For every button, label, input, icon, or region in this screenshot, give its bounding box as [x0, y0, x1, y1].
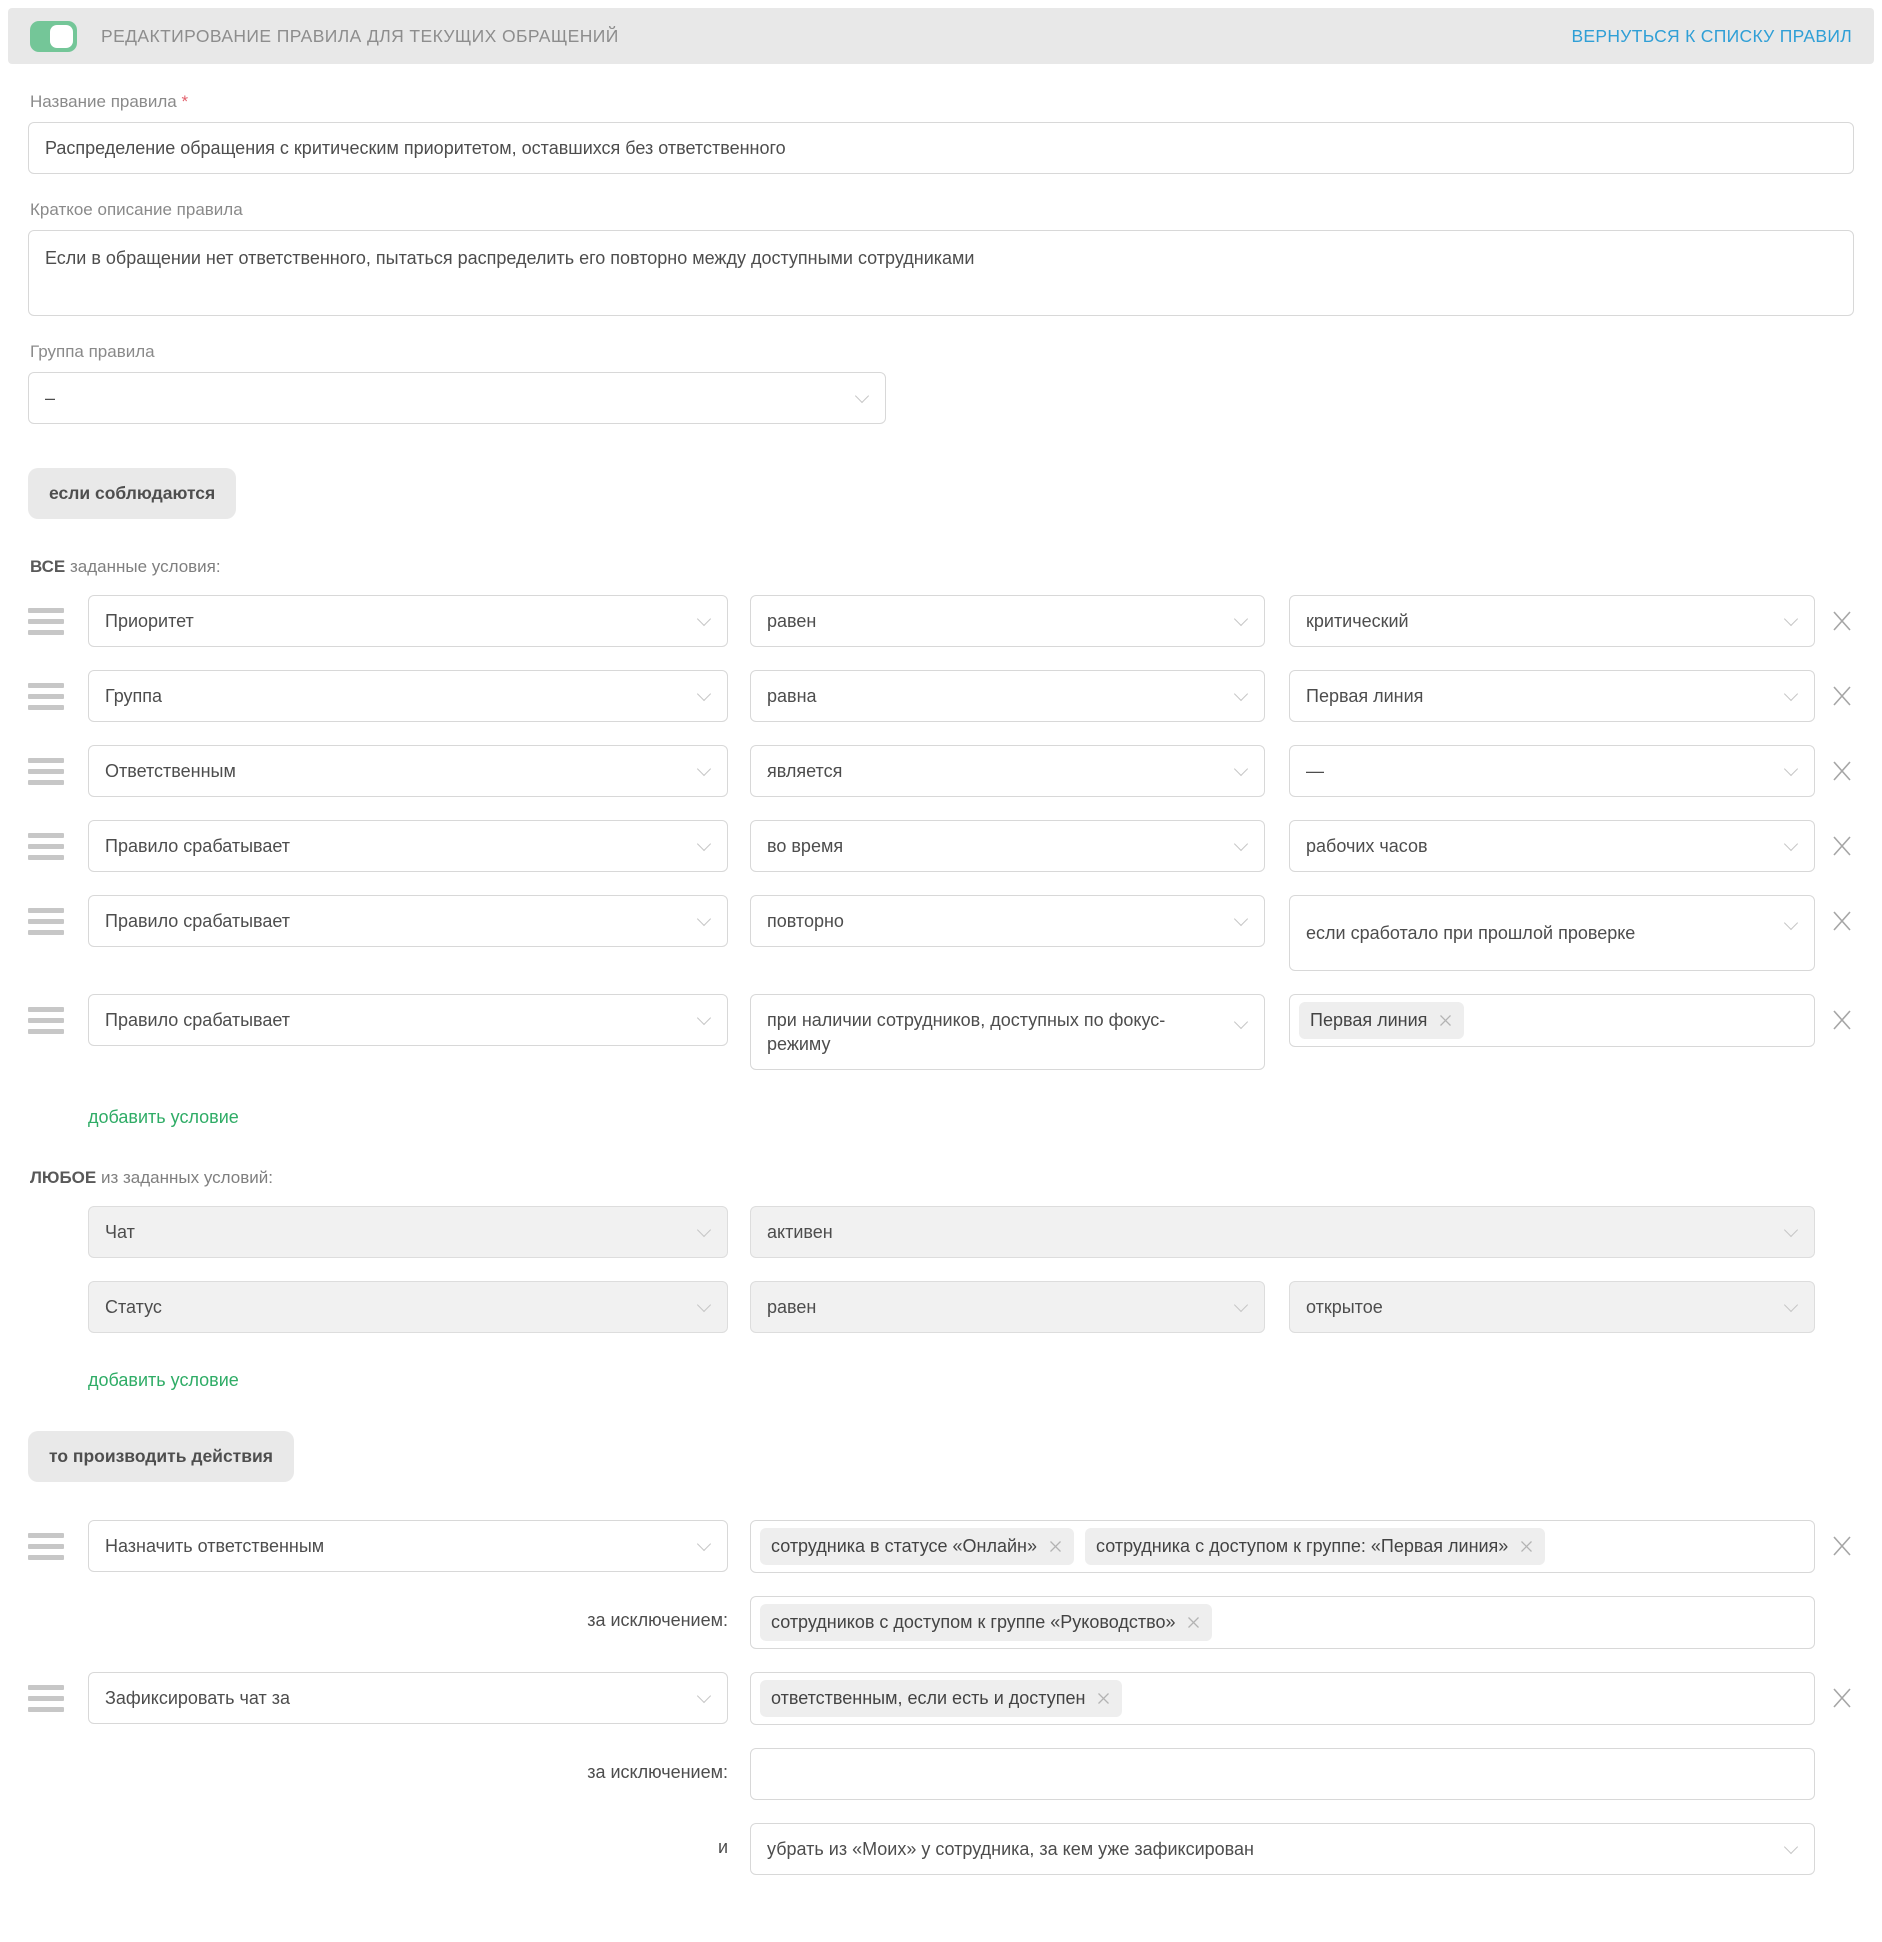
any-conditions-heading: ЛЮБОЕ из заданных условий:	[30, 1168, 273, 1187]
action-exception-row	[28, 1596, 1854, 1649]
toggle-knob-icon	[50, 25, 73, 48]
close-icon	[1830, 684, 1854, 713]
chevron-down-icon	[697, 837, 711, 851]
remove-tag-icon[interactable]	[1186, 1615, 1201, 1630]
tag-chip: сотрудника с доступом к группе: «Первая линия»	[1085, 1528, 1545, 1565]
condition-field-select[interactable]: Статус	[88, 1281, 728, 1333]
chevron-down-icon	[697, 1537, 711, 1551]
exception-label: за исключением:	[587, 1610, 728, 1630]
condition-value-tagfield[interactable]	[1289, 994, 1815, 1047]
condition-row	[28, 1281, 1854, 1333]
rule-description-value: Если в обращении нет ответственного, пытаться распределить его повторно между доступными сотрудниками	[45, 248, 975, 268]
action-type-select[interactable]: Зафиксировать чат за	[88, 1672, 728, 1724]
chevron-down-icon	[1234, 762, 1248, 776]
condition-operator-select[interactable]: равен	[750, 595, 1265, 647]
back-to-rules-link[interactable]: ВЕРНУТЬСЯ К СПИСКУ ПРАВИЛ	[1571, 25, 1852, 46]
remove-condition-button[interactable]	[1829, 609, 1855, 638]
remove-tag-icon[interactable]	[1438, 1013, 1453, 1028]
tag-chip: ответственным, если есть и доступен	[760, 1680, 1122, 1717]
rule-name-value: Распределение обращения с критическим приоритетом, оставшихся без ответственного	[45, 137, 786, 158]
rule-group-value: –	[45, 387, 56, 408]
chevron-down-icon	[697, 1223, 711, 1237]
exception-tagfield[interactable]	[750, 1596, 1815, 1649]
if-badge: если соблюдаются	[28, 468, 236, 519]
remove-tag-icon[interactable]	[1096, 1691, 1111, 1706]
condition-operator-select[interactable]: равна	[750, 670, 1265, 722]
condition-row	[28, 820, 1854, 872]
tag-chip: Первая линия	[1299, 1002, 1464, 1039]
condition-row	[28, 895, 1854, 971]
condition-value-select[interactable]: если сработало при прошлой проверке	[1289, 895, 1815, 971]
condition-operator-select[interactable]: активен	[750, 1206, 1815, 1258]
exception-tagfield[interactable]	[750, 1748, 1815, 1800]
remove-action-button[interactable]	[1829, 1534, 1855, 1563]
action-type-select[interactable]: Назначить ответственным	[88, 1520, 728, 1572]
tag-chip: сотрудников с доступом к группе «Руководство»	[760, 1604, 1212, 1641]
condition-row	[28, 1206, 1854, 1258]
condition-field-select[interactable]: Группа	[88, 670, 728, 722]
close-icon	[1830, 759, 1854, 788]
all-conditions-heading: ВСЕ заданные условия:	[30, 557, 221, 576]
remove-tag-icon[interactable]	[1048, 1539, 1063, 1554]
drag-handle-icon[interactable]	[28, 608, 64, 635]
chevron-down-icon	[855, 389, 869, 403]
rule-group-label: Группа правила	[30, 342, 155, 361]
drag-handle-icon[interactable]	[28, 1685, 64, 1712]
condition-row	[28, 595, 1854, 647]
chevron-down-icon	[697, 912, 711, 926]
action-row	[28, 1520, 1854, 1573]
drag-handle-icon[interactable]	[28, 1007, 64, 1034]
remove-condition-button[interactable]	[1829, 684, 1855, 713]
chevron-down-icon	[1234, 1298, 1248, 1312]
chevron-down-icon	[1784, 1840, 1798, 1854]
chevron-down-icon	[1234, 912, 1248, 926]
remove-action-button[interactable]	[1829, 1686, 1855, 1715]
close-icon	[1830, 1534, 1854, 1563]
condition-operator-select[interactable]: является	[750, 745, 1265, 797]
page-title: РЕДАКТИРОВАНИЕ ПРАВИЛА ДЛЯ ТЕКУЩИХ ОБРАЩЕНИЙ	[101, 25, 619, 46]
and-label: и	[717, 1837, 728, 1857]
close-icon	[1830, 609, 1854, 638]
condition-operator-select[interactable]: при наличии сотрудников, доступных по фокус-режиму	[750, 994, 1265, 1070]
action-value-tagfield[interactable]	[750, 1672, 1815, 1725]
condition-field-select[interactable]: Правило срабатывает	[88, 895, 728, 947]
rule-description-label: Краткое описание правила	[30, 200, 243, 219]
header-bar	[8, 8, 1874, 64]
condition-value-select[interactable]: рабочих часов	[1289, 820, 1815, 872]
condition-field-select[interactable]: Приоритет	[88, 595, 728, 647]
condition-operator-select[interactable]: равен	[750, 1281, 1265, 1333]
action-value-tagfield[interactable]	[750, 1520, 1815, 1573]
chevron-down-icon	[697, 687, 711, 701]
remove-condition-button[interactable]	[1829, 1008, 1855, 1037]
condition-value-select[interactable]: Первая линия	[1289, 670, 1815, 722]
remove-tag-icon[interactable]	[1519, 1539, 1534, 1554]
chevron-down-icon	[697, 1689, 711, 1703]
condition-field-select[interactable]: Правило срабатывает	[88, 820, 728, 872]
and-action-select[interactable]: убрать из «Моих» у сотрудника, за кем уже зафиксирован	[750, 1823, 1815, 1875]
drag-handle-icon[interactable]	[28, 683, 64, 710]
chevron-down-icon	[697, 762, 711, 776]
chevron-down-icon	[1234, 687, 1248, 701]
add-condition-link[interactable]: добавить условие	[88, 1370, 239, 1390]
action-and-row	[28, 1823, 1854, 1875]
condition-row	[28, 670, 1854, 722]
chevron-down-icon	[697, 1298, 711, 1312]
condition-value-select[interactable]: критический	[1289, 595, 1815, 647]
condition-value-select[interactable]: —	[1289, 745, 1815, 797]
condition-operator-select[interactable]: во время	[750, 820, 1265, 872]
close-icon	[1830, 1008, 1854, 1037]
chevron-down-icon	[1234, 612, 1248, 626]
chevron-down-icon	[697, 612, 711, 626]
required-asterisk: *	[181, 92, 189, 111]
drag-handle-icon[interactable]	[28, 908, 64, 935]
rule-enabled-toggle[interactable]	[30, 21, 77, 52]
chevron-down-icon	[1784, 762, 1798, 776]
chevron-down-icon	[1784, 1223, 1798, 1237]
condition-field-select[interactable]: Правило срабатывает	[88, 994, 728, 1046]
chevron-down-icon	[1234, 837, 1248, 851]
drag-handle-icon[interactable]	[28, 833, 64, 860]
exception-label: за исключением:	[587, 1762, 728, 1782]
remove-condition-button[interactable]	[1829, 834, 1855, 863]
chevron-down-icon	[1784, 687, 1798, 701]
drag-handle-icon[interactable]	[28, 758, 64, 785]
close-icon	[1830, 834, 1854, 863]
chevron-down-icon	[1234, 1015, 1248, 1029]
rule-name-label: Название правила *	[30, 92, 189, 111]
drag-handle-icon[interactable]	[28, 1533, 64, 1560]
action-exception-row	[28, 1748, 1854, 1800]
condition-value-select[interactable]: открытое	[1289, 1281, 1815, 1333]
condition-field-select[interactable]: Чат	[88, 1206, 728, 1258]
chevron-down-icon	[1784, 1298, 1798, 1312]
rule-group-select[interactable]	[28, 372, 886, 424]
condition-row	[28, 994, 1854, 1070]
remove-condition-button[interactable]	[1829, 909, 1855, 938]
close-icon	[1830, 1686, 1854, 1715]
rule-description-textarea[interactable]	[28, 230, 1854, 316]
chevron-down-icon	[1784, 612, 1798, 626]
condition-operator-select[interactable]: повторно	[750, 895, 1265, 947]
rule-name-input[interactable]	[28, 122, 1854, 174]
then-badge: то производить действия	[28, 1431, 294, 1482]
tag-chip: сотрудника в статусе «Онлайн»	[760, 1528, 1074, 1565]
chevron-down-icon	[1784, 837, 1798, 851]
close-icon	[1830, 909, 1854, 938]
rule-form	[8, 64, 1874, 1875]
action-row	[28, 1672, 1854, 1725]
chevron-down-icon	[1784, 916, 1798, 930]
condition-field-select[interactable]: Ответственным	[88, 745, 728, 797]
remove-condition-button[interactable]	[1829, 759, 1855, 788]
add-condition-link[interactable]: добавить условие	[88, 1107, 239, 1127]
chevron-down-icon	[697, 1011, 711, 1025]
condition-row	[28, 745, 1854, 797]
